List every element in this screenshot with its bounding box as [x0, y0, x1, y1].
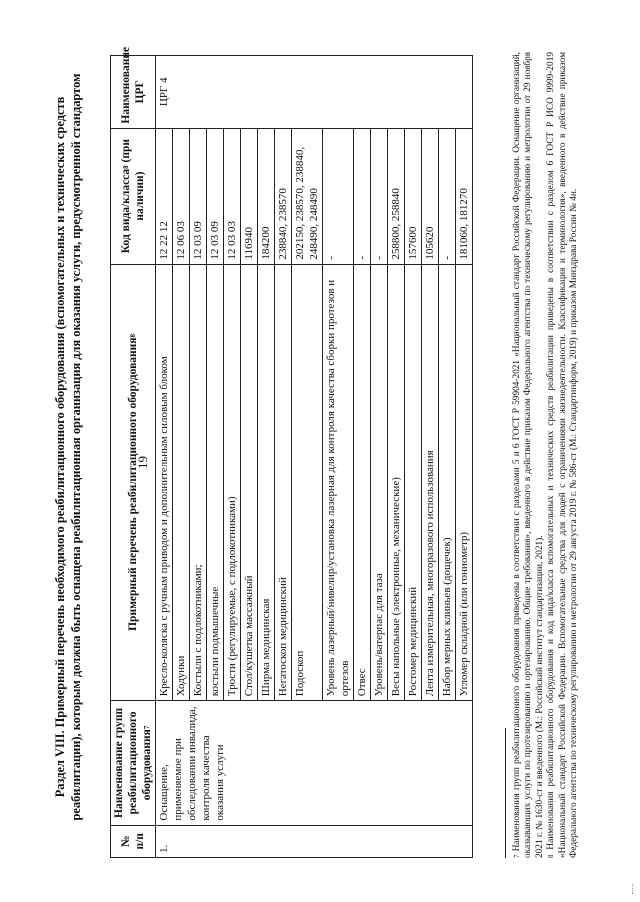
cell-code: 181060, 181270	[456, 128, 473, 264]
header-crg: Наименование ЦРГ	[111, 56, 156, 129]
cell-equipment: Ширма медицинская	[258, 264, 275, 701]
table-header-row	[111, 56, 156, 858]
cell-code: 238840, 238570	[275, 128, 292, 264]
cell-equipment: Трости (регулируемые, с подлокотниками)	[224, 264, 241, 701]
cell-equipment: Кресло-коляска с ручным приводом и дополнительным силовым блоком	[156, 264, 173, 701]
cell-num: 1.	[156, 825, 473, 857]
cell-equipment: Набор мерных клиньев (дощечек)	[439, 264, 456, 701]
cell-code: 105620	[422, 128, 439, 264]
page-number: 19	[135, 456, 150, 469]
footnote-text: Наименования групп реабилитационного оборудования приведены в соответствии с разделами 5 и 6 ГОСТ Р 59904-2021 «Национальный стандарт Российской Федерации. Оснащение организаций, оказывающих услуги по протезированию и ортезированию. Общие требования», введенного в действие приказом Федерального агентства по техническому регулированию и метрологии от 29 ноября 2021 г. № 1630-ст и введенного (М.: Российский институт стандартизации, 2021).	[512, 52, 545, 858]
cell-equipment: Угломер складной (или гониометр)	[456, 264, 473, 701]
cell-code: 116940	[241, 128, 258, 264]
section-heading	[52, 32, 84, 862]
cell-equipment: Лента измерительная, многоразового использования	[422, 264, 439, 701]
header-code	[111, 128, 156, 264]
header-code-suffix: (при наличии)	[120, 138, 146, 221]
header-code-footnote-ref: 8	[122, 165, 130, 169]
cell-crg: ЦРГ 4	[156, 56, 473, 129]
cell-code: -	[323, 128, 354, 264]
cell-group: Оснащение, применяемое при обследовании инвалида, контроля качества оказания услуги	[156, 701, 473, 825]
section-heading-line1: Раздел VIII. Примерный перечень необходимого реабилитационного оборудования (вспомогательных и технических средств	[53, 96, 67, 798]
cell-code: 12 03 03	[224, 128, 241, 264]
header-num: № п/п	[111, 825, 156, 857]
cell-code: 12 03 09	[207, 128, 224, 264]
equipment-table	[110, 46, 473, 858]
cell-code: 12 03 09	[190, 128, 207, 264]
cell-equipment: Негатоскоп медицинский	[275, 264, 292, 701]
footnote-separator	[505, 728, 506, 858]
scan-mark	[632, 884, 634, 894]
section-heading-line2: реабилитации), которым должна быть оснащена реабилитационная организация для оказания услуги, предусмотренной стандартом	[69, 73, 83, 821]
cell-equipment: Ростомер медицинский	[405, 264, 422, 701]
header-code-text: Код вида/класса	[120, 168, 132, 254]
table-row	[156, 56, 173, 858]
footnote-text: Наименования реабилитационного оборудования и код вида/класса вспомогательных и технических средств реабилитации приведены в соответствии с разделом 6 ГОСТ Р ИСО 9999-2019 «Национальный стандарт Российской Федерации. Вспомогательные средства для людей с ограничениями жизнедеятельности. Классификация и терминология», введенного в действие приказом Федерального агентства по техническому регулированию и метрологии от 29 августа 2019 г. № 586-ст (М.: Стандартинформ, 2019) и приказом Минздрава России № 4н.	[546, 52, 580, 858]
footnote-mark: 8	[547, 854, 556, 858]
header-group	[111, 701, 156, 825]
cell-equipment: Ходунки	[173, 264, 190, 701]
cell-code: -	[354, 128, 371, 264]
header-list	[111, 264, 156, 701]
cell-code: -	[439, 128, 456, 264]
footnotes	[512, 52, 580, 858]
cell-equipment: Подоскоп	[292, 264, 323, 701]
header-group-footnote-ref: 7	[143, 725, 151, 730]
header-list-text: Примерный перечень реабилитационного оборудования	[127, 337, 139, 631]
cell-code: 184200	[258, 128, 275, 264]
cell-code: 157600	[405, 128, 422, 264]
cell-equipment: Весы напольные (электронные, механические)	[388, 264, 405, 701]
cell-code: 12 22 12	[156, 128, 173, 264]
header-list-footnote-ref: 8	[129, 333, 137, 338]
cell-equipment: Уровень лазерный/нивелир/установка лазерная для контроля качества сборки протезов и ортезов	[323, 264, 354, 701]
footnote-7	[512, 52, 546, 858]
cell-code: 12 06 03	[173, 128, 190, 264]
cell-equipment: Стол/кушетка массажный	[241, 264, 258, 701]
footnote-8	[546, 52, 580, 858]
cell-equipment: Отвес	[354, 264, 371, 701]
cell-code: 202150, 238570, 238840, 248490, 248490	[292, 128, 323, 264]
cell-equipment: костыли подмышечные	[207, 264, 224, 701]
cell-equipment: Уровень/ватерпас для таза	[371, 264, 388, 701]
cell-code: 258800, 258840	[388, 128, 405, 264]
footnote-mark: 7	[513, 854, 521, 858]
cell-code: -	[371, 128, 388, 264]
cell-equipment: Костыли с подлокотниками;	[190, 264, 207, 701]
header-group-text: Наименование групп реабилитационного оборудования	[113, 707, 153, 818]
